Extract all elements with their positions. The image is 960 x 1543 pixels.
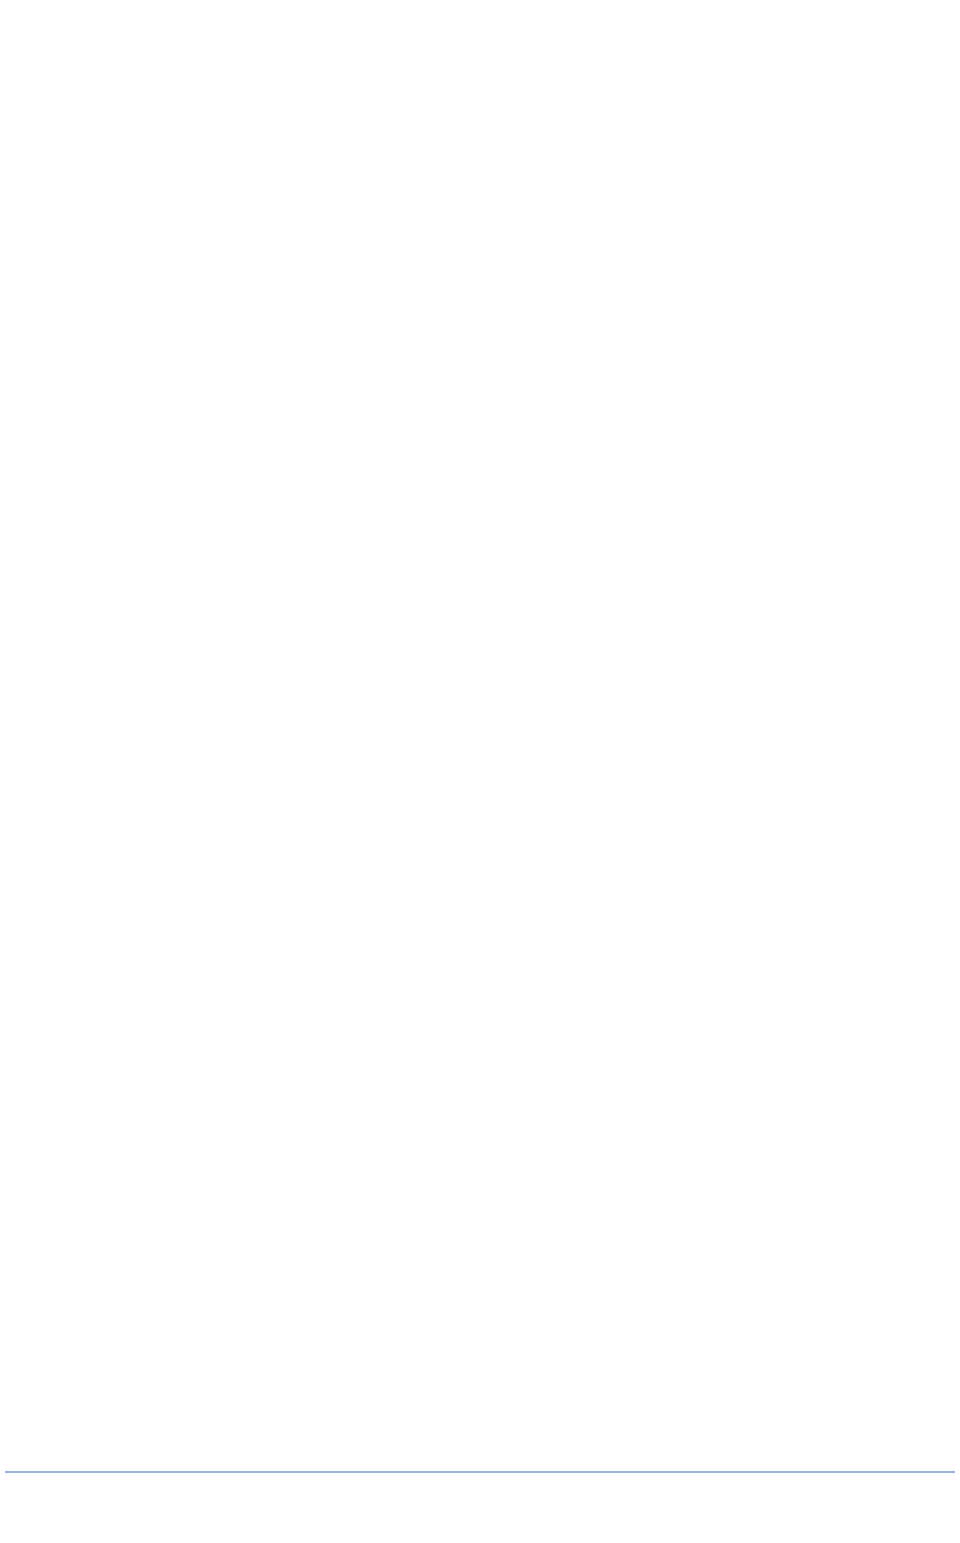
footer-divider (5, 1471, 955, 1473)
